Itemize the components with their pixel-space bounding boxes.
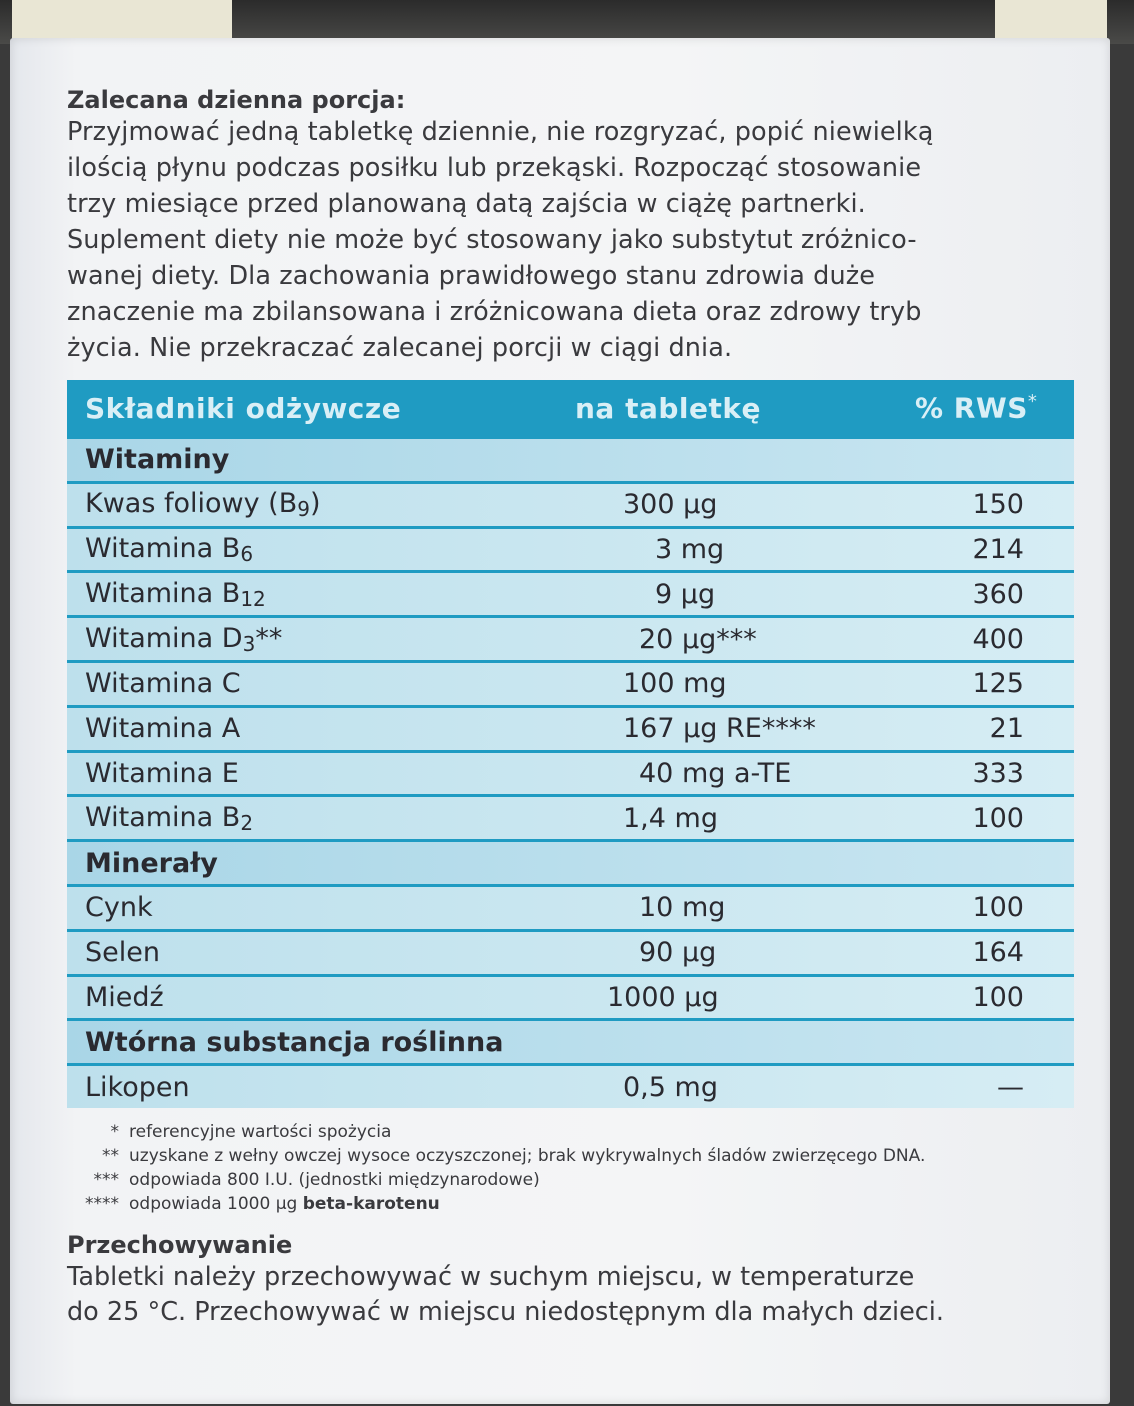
package-panel xyxy=(10,38,1110,1404)
nutrient-amount xyxy=(527,489,907,520)
rws-value: 100 xyxy=(972,892,1024,924)
amount-value: 167 µg RE**** xyxy=(623,713,816,745)
footnote-mark: **** xyxy=(85,1193,119,1214)
amount-value: 90 µg xyxy=(639,937,717,969)
footnote-text xyxy=(129,1168,540,1192)
group-name: Wtórna substancja roślinna xyxy=(85,1026,504,1058)
nutrient-name xyxy=(67,892,527,923)
rws-value: 164 xyxy=(972,937,1024,969)
nutrition-table xyxy=(67,380,1074,1108)
nutrient-amount xyxy=(527,892,907,923)
amount-value: 300 µg xyxy=(623,489,718,521)
group-name: Witaminy xyxy=(85,444,230,476)
nutrient-amount xyxy=(527,758,907,789)
nutrient-amount xyxy=(527,624,907,655)
table-row xyxy=(67,750,1074,795)
rws-value: 214 xyxy=(972,533,1024,565)
nutrient-name-end: ) xyxy=(309,488,321,520)
rws-value: 360 xyxy=(972,578,1024,610)
storage-section xyxy=(67,1230,1087,1330)
amount-value: 0,5 mg xyxy=(623,1071,718,1103)
dosage-line: Przyjmować jedną tabletkę dziennie, nie rozgryzać, popić niewielką xyxy=(67,117,934,147)
group-name: Minerały xyxy=(85,847,218,879)
amount-value: 40 mg a-TE xyxy=(639,757,792,789)
table-row xyxy=(67,660,1074,705)
footnote-text-plain: odpowiada 800 I.U. (jednostki międzynarodowe) xyxy=(129,1169,540,1190)
amount-value: 1000 µg xyxy=(607,981,719,1013)
dosage-line: Suplement diety nie może być stosowany jako substytut zróżnico- xyxy=(67,225,917,255)
nutrient-subscript: 12 xyxy=(240,586,266,611)
nutrient-subscript: 3 xyxy=(242,631,256,656)
rws-value: 100 xyxy=(972,802,1024,834)
nutrient-name-text: Miedź xyxy=(85,981,164,1013)
footnote-text xyxy=(129,1192,440,1216)
nutrient-name-text: Witamina A xyxy=(85,713,241,745)
flap-edge-left xyxy=(12,0,232,40)
flap-edge-right xyxy=(995,0,1107,40)
table-group-row xyxy=(67,436,1074,481)
nutrient-name-text: Witamina B xyxy=(85,577,241,609)
nutrient-subscript: 9 xyxy=(297,497,310,522)
amount-value: 9 µg xyxy=(655,578,716,610)
header-nutrient: Składniki odżywcze xyxy=(85,391,402,425)
footnote-text-bold: beta-karotenu xyxy=(302,1193,440,1214)
rws-value: 333 xyxy=(972,757,1024,789)
dosage-line: życia. Nie przekraczać zalecanej porcji w ciągi dnia. xyxy=(67,333,733,363)
footnote-mark: * xyxy=(110,1121,119,1142)
table-body xyxy=(67,436,1074,1108)
header-rws-mark: * xyxy=(1027,391,1038,413)
amount-value: 1,4 mg xyxy=(623,802,718,834)
table-row xyxy=(67,929,1074,974)
header-rws: % RWS* xyxy=(915,391,1038,425)
footnote xyxy=(67,1192,1087,1216)
nutrient-subscript: 2 xyxy=(240,810,254,835)
nutrient-name xyxy=(67,713,527,744)
label-content xyxy=(67,86,1087,1330)
nutrient-name-end: ** xyxy=(255,622,283,654)
table-group-row xyxy=(67,1018,1074,1063)
footnote-text-plain: odpowiada 1000 µg xyxy=(129,1193,303,1214)
table-row xyxy=(67,481,1074,526)
nutrient-name-text: Cynk xyxy=(85,892,153,924)
nutrient-name-text: Witamina E xyxy=(85,757,239,789)
dosage-line: wanej diety. Dla zachowania prawidłowego stanu zdrowia duże xyxy=(67,261,875,291)
nutrient-subscript: 6 xyxy=(240,541,254,566)
footnote-mark: *** xyxy=(93,1169,119,1190)
table-row xyxy=(67,615,1074,660)
rws-value: 100 xyxy=(972,981,1024,1013)
nutrient-name-text: Selen xyxy=(85,937,160,969)
rws-value: — xyxy=(997,1071,1024,1103)
nutrient-name xyxy=(67,533,527,566)
storage-line: Tabletki należy przechowywać w suchym miejscu, w temperaturze xyxy=(67,1261,915,1292)
nutrient-name xyxy=(67,488,527,521)
nutrient-name-text: Witamina B xyxy=(85,532,241,564)
nutrient-name xyxy=(67,802,527,835)
nutrient-amount xyxy=(527,1072,907,1103)
dosage-section xyxy=(67,86,1087,366)
dosage-line: trzy miesiące przed planowaną datą zajścia w ciążę partnerki. xyxy=(67,189,866,219)
nutrient-amount xyxy=(527,579,907,610)
footnotes xyxy=(67,1120,1087,1216)
table-header xyxy=(67,380,1074,436)
rws-value: 400 xyxy=(972,623,1024,655)
footnote-text-plain: referencyjne wartości spożycia xyxy=(129,1121,392,1142)
nutrient-name-text: Witamina D xyxy=(85,622,243,654)
footnote-text xyxy=(129,1120,391,1144)
nutrient-amount xyxy=(527,937,907,968)
table-row xyxy=(67,570,1074,615)
storage-text xyxy=(67,1260,1087,1330)
amount-value: 20 µg*** xyxy=(639,623,757,655)
amount-value: 100 mg xyxy=(623,668,727,700)
table-group-row xyxy=(67,839,1074,884)
nutrient-name xyxy=(67,758,527,789)
footnote-text-plain: uzyskane z wełny owczej wysoce oczyszczonej; brak wykrywalnych śladów zwierzęcego DNA. xyxy=(129,1145,926,1166)
dosage-line: ilością płynu podczas posiłku lub przekąski. Rozpocząć stosowanie xyxy=(67,153,922,183)
nutrient-name-text: Witamina B xyxy=(85,801,241,833)
nutrient-name-text: Likopen xyxy=(85,1071,190,1103)
dosage-line: znaczenie ma zbilansowana i zróżnicowana dieta oraz zdrowy tryb xyxy=(67,297,922,327)
footnote-mark: ** xyxy=(102,1145,119,1166)
nutrient-name xyxy=(67,1072,527,1103)
table-row xyxy=(67,705,1074,750)
nutrient-amount xyxy=(527,982,907,1013)
amount-value: 10 mg xyxy=(639,892,726,924)
nutrient-name-text: Witamina C xyxy=(85,668,241,700)
nutrient-name xyxy=(67,578,527,611)
nutrient-name xyxy=(67,982,527,1013)
nutrient-name xyxy=(67,668,527,699)
rws-value: 150 xyxy=(972,489,1024,521)
footnote xyxy=(67,1168,1087,1192)
dosage-text xyxy=(67,114,1087,366)
nutrient-amount xyxy=(527,713,907,744)
amount-value: 3 mg xyxy=(655,533,725,565)
header-per-tablet: na tabletkę xyxy=(575,391,761,425)
table-row xyxy=(67,884,1074,929)
dosage-title: Zalecana dzienna porcja: xyxy=(67,86,406,114)
table-row xyxy=(67,974,1074,1019)
table-row xyxy=(67,794,1074,839)
nutrient-amount xyxy=(527,668,907,699)
footnote xyxy=(67,1120,1087,1144)
rws-value: 21 xyxy=(989,713,1024,745)
nutrient-amount xyxy=(527,803,907,834)
footnote-text xyxy=(129,1144,925,1168)
table-row xyxy=(67,526,1074,571)
footnote xyxy=(67,1144,1087,1168)
storage-line: do 25 °C. Przechowywać w miejscu niedostępnym dla małych dzieci. xyxy=(67,1296,944,1327)
table-row xyxy=(67,1063,1074,1108)
nutrient-name-text: Kwas foliowy (B xyxy=(85,488,298,520)
storage-title: Przechowywanie xyxy=(67,1230,293,1259)
nutrient-name xyxy=(67,623,527,656)
nutrient-amount xyxy=(527,534,907,565)
nutrient-name xyxy=(67,937,527,968)
rws-value: 125 xyxy=(972,668,1024,700)
